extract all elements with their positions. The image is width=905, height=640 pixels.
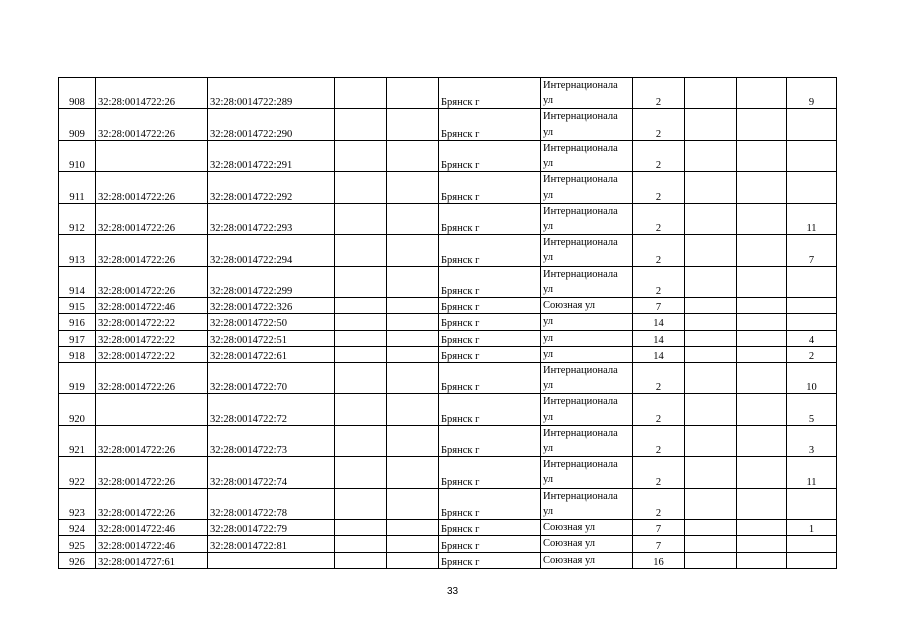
street-cell: Интернационала ул: [541, 266, 633, 297]
city-cell: Брянск г: [439, 235, 541, 266]
house-number-cell: 2: [633, 235, 685, 266]
table-row: [59, 109, 837, 140]
house-number-cell: 2: [633, 425, 685, 456]
empty-cell: [387, 140, 439, 171]
apartment-number-cell: 7: [787, 235, 837, 266]
register-body: [59, 78, 837, 569]
row-number-cell: 925: [59, 536, 96, 552]
house-number-cell: 16: [633, 552, 685, 568]
empty-cell: [685, 457, 737, 488]
city-cell: Брянск г: [439, 140, 541, 171]
empty-cell: [737, 314, 787, 330]
empty-cell: [737, 425, 787, 456]
parcel-cadastral-number-cell: 32:28:0014722:22: [96, 346, 208, 362]
street-cell: Союзная ул: [541, 298, 633, 314]
empty-cell: [737, 203, 787, 234]
empty-cell: [685, 266, 737, 297]
object-cadastral-number-cell: 32:28:0014722:79: [208, 520, 335, 536]
object-cadastral-number-cell: 32:28:0014722:72: [208, 394, 335, 425]
empty-cell: [737, 488, 787, 519]
apartment-number-cell: 10: [787, 362, 837, 393]
object-cadastral-number-cell: 32:28:0014722:326: [208, 298, 335, 314]
apartment-number-cell: [787, 536, 837, 552]
object-cadastral-number-cell: 32:28:0014722:61: [208, 346, 335, 362]
parcel-cadastral-number-cell: 32:28:0014727:61: [96, 552, 208, 568]
city-cell: Брянск г: [439, 520, 541, 536]
house-number-cell: 14: [633, 314, 685, 330]
empty-cell: [335, 235, 387, 266]
row-number-cell: 910: [59, 140, 96, 171]
city-cell: Брянск г: [439, 330, 541, 346]
house-number-cell: 14: [633, 330, 685, 346]
empty-cell: [335, 298, 387, 314]
row-number-cell: 913: [59, 235, 96, 266]
empty-cell: [685, 235, 737, 266]
city-cell: Брянск г: [439, 394, 541, 425]
street-cell: Союзная ул: [541, 536, 633, 552]
row-number-cell: 917: [59, 330, 96, 346]
empty-cell: [335, 314, 387, 330]
table-row: [59, 235, 837, 266]
street-cell: Интернационала ул: [541, 425, 633, 456]
empty-cell: [387, 425, 439, 456]
empty-cell: [387, 266, 439, 297]
empty-cell: [685, 394, 737, 425]
empty-cell: [685, 298, 737, 314]
apartment-number-cell: 2: [787, 346, 837, 362]
table-row: [59, 203, 837, 234]
city-cell: Брянск г: [439, 552, 541, 568]
parcel-cadastral-number-cell: 32:28:0014722:46: [96, 298, 208, 314]
street-cell: ул: [541, 346, 633, 362]
apartment-number-cell: 4: [787, 330, 837, 346]
empty-cell: [387, 78, 439, 109]
object-cadastral-number-cell: 32:28:0014722:70: [208, 362, 335, 393]
apartment-number-cell: [787, 314, 837, 330]
row-number-cell: 911: [59, 172, 96, 203]
parcel-cadastral-number-cell: 32:28:0014722:26: [96, 266, 208, 297]
row-number-cell: 909: [59, 109, 96, 140]
empty-cell: [685, 536, 737, 552]
house-number-cell: 2: [633, 394, 685, 425]
empty-cell: [685, 203, 737, 234]
empty-cell: [737, 78, 787, 109]
empty-cell: [737, 266, 787, 297]
empty-cell: [335, 425, 387, 456]
empty-cell: [387, 203, 439, 234]
object-cadastral-number-cell: 32:28:0014722:291: [208, 140, 335, 171]
street-cell: Интернационала ул: [541, 235, 633, 266]
empty-cell: [387, 109, 439, 140]
city-cell: Брянск г: [439, 488, 541, 519]
empty-cell: [685, 314, 737, 330]
city-cell: Брянск г: [439, 362, 541, 393]
empty-cell: [737, 520, 787, 536]
apartment-number-cell: 1: [787, 520, 837, 536]
house-number-cell: 2: [633, 109, 685, 140]
empty-cell: [685, 140, 737, 171]
table-row: [59, 346, 837, 362]
street-cell: Интернационала ул: [541, 203, 633, 234]
row-number-cell: 924: [59, 520, 96, 536]
empty-cell: [685, 109, 737, 140]
row-number-cell: 923: [59, 488, 96, 519]
parcel-cadastral-number-cell: 32:28:0014722:26: [96, 172, 208, 203]
apartment-number-cell: [787, 552, 837, 568]
apartment-number-cell: 11: [787, 457, 837, 488]
row-number-cell: 915: [59, 298, 96, 314]
empty-cell: [685, 362, 737, 393]
empty-cell: [737, 346, 787, 362]
table-row: [59, 457, 837, 488]
apartment-number-cell: [787, 172, 837, 203]
house-number-cell: 2: [633, 488, 685, 519]
table-row: [59, 172, 837, 203]
empty-cell: [387, 552, 439, 568]
street-cell: Интернационала ул: [541, 362, 633, 393]
empty-cell: [737, 536, 787, 552]
row-number-cell: 922: [59, 457, 96, 488]
empty-cell: [737, 362, 787, 393]
city-cell: Брянск г: [439, 109, 541, 140]
city-cell: Брянск г: [439, 203, 541, 234]
empty-cell: [387, 235, 439, 266]
parcel-cadastral-number-cell: 32:28:0014722:26: [96, 425, 208, 456]
parcel-cadastral-number-cell: 32:28:0014722:26: [96, 488, 208, 519]
empty-cell: [737, 552, 787, 568]
parcel-cadastral-number-cell: [96, 140, 208, 171]
table-row: [59, 314, 837, 330]
city-cell: Брянск г: [439, 266, 541, 297]
table-row: [59, 536, 837, 552]
table-row: [59, 520, 837, 536]
parcel-cadastral-number-cell: 32:28:0014722:26: [96, 78, 208, 109]
row-number-cell: 914: [59, 266, 96, 297]
row-number-cell: 918: [59, 346, 96, 362]
house-number-cell: 2: [633, 140, 685, 171]
city-cell: Брянск г: [439, 457, 541, 488]
row-number-cell: 920: [59, 394, 96, 425]
row-number-cell: 926: [59, 552, 96, 568]
empty-cell: [335, 552, 387, 568]
apartment-number-cell: 11: [787, 203, 837, 234]
house-number-cell: 2: [633, 266, 685, 297]
empty-cell: [335, 536, 387, 552]
street-cell: Интернационала ул: [541, 488, 633, 519]
street-cell: Интернационала ул: [541, 78, 633, 109]
house-number-cell: 7: [633, 298, 685, 314]
empty-cell: [335, 266, 387, 297]
object-cadastral-number-cell: [208, 552, 335, 568]
object-cadastral-number-cell: 32:28:0014722:294: [208, 235, 335, 266]
property-register-table: [58, 77, 837, 569]
house-number-cell: 2: [633, 78, 685, 109]
table-row: [59, 330, 837, 346]
house-number-cell: 2: [633, 203, 685, 234]
empty-cell: [335, 78, 387, 109]
apartment-number-cell: [787, 266, 837, 297]
parcel-cadastral-number-cell: 32:28:0014722:22: [96, 330, 208, 346]
table-row: [59, 552, 837, 568]
street-cell: Союзная ул: [541, 520, 633, 536]
empty-cell: [335, 457, 387, 488]
parcel-cadastral-number-cell: 32:28:0014722:26: [96, 457, 208, 488]
city-cell: Брянск г: [439, 425, 541, 456]
table-row: [59, 362, 837, 393]
empty-cell: [335, 362, 387, 393]
city-cell: Брянск г: [439, 172, 541, 203]
empty-cell: [387, 457, 439, 488]
parcel-cadastral-number-cell: [96, 394, 208, 425]
parcel-cadastral-number-cell: 32:28:0014722:26: [96, 235, 208, 266]
object-cadastral-number-cell: 32:28:0014722:51: [208, 330, 335, 346]
object-cadastral-number-cell: 32:28:0014722:293: [208, 203, 335, 234]
empty-cell: [685, 172, 737, 203]
city-cell: Брянск г: [439, 298, 541, 314]
empty-cell: [335, 172, 387, 203]
parcel-cadastral-number-cell: 32:28:0014722:46: [96, 536, 208, 552]
empty-cell: [335, 346, 387, 362]
empty-cell: [387, 172, 439, 203]
table-row: [59, 140, 837, 171]
city-cell: Брянск г: [439, 536, 541, 552]
empty-cell: [387, 346, 439, 362]
table-row: [59, 394, 837, 425]
empty-cell: [335, 140, 387, 171]
empty-cell: [335, 394, 387, 425]
city-cell: Брянск г: [439, 78, 541, 109]
street-cell: Интернационала ул: [541, 109, 633, 140]
empty-cell: [335, 520, 387, 536]
empty-cell: [737, 235, 787, 266]
apartment-number-cell: [787, 140, 837, 171]
object-cadastral-number-cell: 32:28:0014722:78: [208, 488, 335, 519]
row-number-cell: 912: [59, 203, 96, 234]
street-cell: Интернационала ул: [541, 394, 633, 425]
empty-cell: [387, 330, 439, 346]
apartment-number-cell: 9: [787, 78, 837, 109]
empty-cell: [387, 394, 439, 425]
empty-cell: [737, 109, 787, 140]
table-row: [59, 298, 837, 314]
row-number-cell: 919: [59, 362, 96, 393]
parcel-cadastral-number-cell: 32:28:0014722:22: [96, 314, 208, 330]
parcel-cadastral-number-cell: 32:28:0014722:26: [96, 203, 208, 234]
row-number-cell: 908: [59, 78, 96, 109]
empty-cell: [387, 314, 439, 330]
object-cadastral-number-cell: 32:28:0014722:299: [208, 266, 335, 297]
empty-cell: [335, 330, 387, 346]
row-number-cell: 916: [59, 314, 96, 330]
empty-cell: [387, 298, 439, 314]
empty-cell: [685, 330, 737, 346]
object-cadastral-number-cell: 32:28:0014722:292: [208, 172, 335, 203]
apartment-number-cell: [787, 298, 837, 314]
apartment-number-cell: [787, 109, 837, 140]
empty-cell: [335, 203, 387, 234]
house-number-cell: 2: [633, 172, 685, 203]
empty-cell: [387, 536, 439, 552]
object-cadastral-number-cell: 32:28:0014722:290: [208, 109, 335, 140]
page-number: 33: [446, 586, 459, 597]
table-row: [59, 78, 837, 109]
parcel-cadastral-number-cell: 32:28:0014722:26: [96, 109, 208, 140]
empty-cell: [685, 488, 737, 519]
object-cadastral-number-cell: 32:28:0014722:73: [208, 425, 335, 456]
street-cell: ул: [541, 314, 633, 330]
empty-cell: [335, 488, 387, 519]
object-cadastral-number-cell: 32:28:0014722:74: [208, 457, 335, 488]
empty-cell: [685, 520, 737, 536]
empty-cell: [737, 172, 787, 203]
empty-cell: [685, 425, 737, 456]
street-cell: Интернационала ул: [541, 172, 633, 203]
parcel-cadastral-number-cell: 32:28:0014722:26: [96, 362, 208, 393]
table-row: [59, 425, 837, 456]
object-cadastral-number-cell: 32:28:0014722:289: [208, 78, 335, 109]
parcel-cadastral-number-cell: 32:28:0014722:46: [96, 520, 208, 536]
empty-cell: [737, 140, 787, 171]
city-cell: Брянск г: [439, 346, 541, 362]
city-cell: Брянск г: [439, 314, 541, 330]
empty-cell: [685, 78, 737, 109]
empty-cell: [685, 552, 737, 568]
table-row: [59, 266, 837, 297]
empty-cell: [685, 346, 737, 362]
empty-cell: [737, 298, 787, 314]
empty-cell: [387, 488, 439, 519]
house-number-cell: 7: [633, 536, 685, 552]
house-number-cell: 2: [633, 457, 685, 488]
apartment-number-cell: 5: [787, 394, 837, 425]
empty-cell: [737, 330, 787, 346]
street-cell: Интернационала ул: [541, 140, 633, 171]
object-cadastral-number-cell: 32:28:0014722:50: [208, 314, 335, 330]
row-number-cell: 921: [59, 425, 96, 456]
house-number-cell: 2: [633, 362, 685, 393]
apartment-number-cell: 3: [787, 425, 837, 456]
street-cell: Союзная ул: [541, 552, 633, 568]
street-cell: ул: [541, 330, 633, 346]
table-row: [59, 488, 837, 519]
street-cell: Интернационала ул: [541, 457, 633, 488]
empty-cell: [737, 457, 787, 488]
object-cadastral-number-cell: 32:28:0014722:81: [208, 536, 335, 552]
house-number-cell: 14: [633, 346, 685, 362]
empty-cell: [737, 394, 787, 425]
empty-cell: [335, 109, 387, 140]
empty-cell: [387, 520, 439, 536]
apartment-number-cell: [787, 488, 837, 519]
empty-cell: [387, 362, 439, 393]
house-number-cell: 7: [633, 520, 685, 536]
